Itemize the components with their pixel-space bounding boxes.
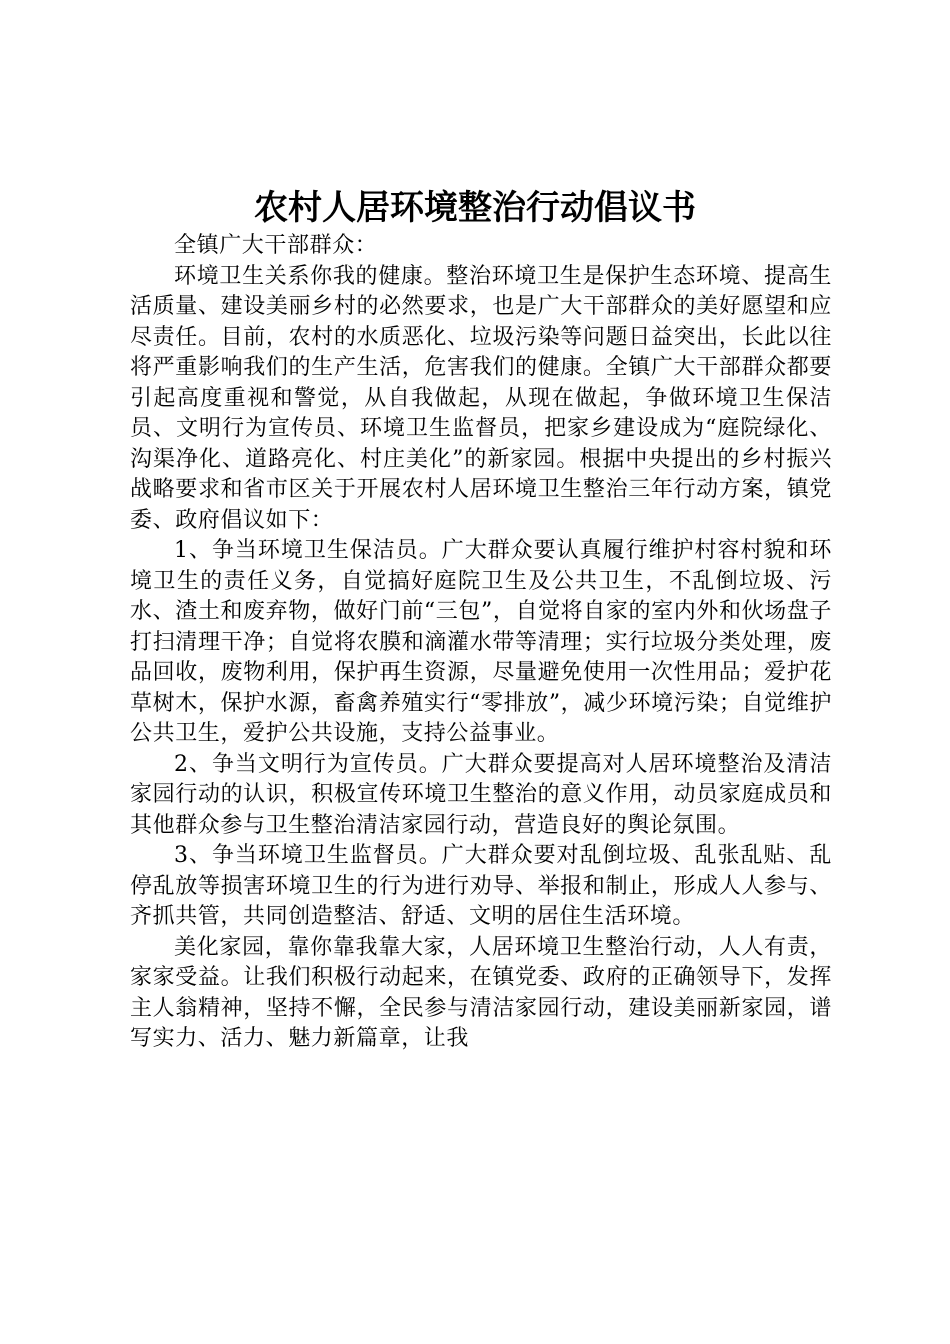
paragraph-item-1: 1、争当环境卫生保洁员。广大群众要认真履行维护村容村貌和环境卫生的责任义务，自觉搞好庭院卫生及公共卫生，不乱倒垃圾、污水、渣土和废弃物，做好门前“三包”，自觉将自家的室内外和伙场盘子打扫清理干净；自觉将农膜和滴灌水带等清理；实行垃圾分类处理，废品回收，废物利用，保护再生资源，尽量避免使用一次性用品；爱护花草树木，保护水源，畜禽养殖实行“零排放”，减少环境污染；自觉维护公共卫生，爱护公共设施，支持公益事业。	[130, 538, 832, 746]
paragraph-closing: 美化家园，靠你靠我靠大家，人居环境卫生整治行动，人人有责，家家受益。让我们积极行动起来，在镇党委、政府的正确领导下，发挥主人翁精神，坚持不懈，全民参与清洁家园行动，建设美丽新家园，谱写实力、活力、魅力新篇章，让我	[130, 934, 832, 1051]
paragraph-intro: 环境卫生关系你我的健康。整治环境卫生是保护生态环境、提高生活质量、建设美丽乡村的必然要求，也是广大干部群众的美好愿望和应尽责任。目前，农村的水质恶化、垃圾污染等问题日益突出，长此以往将严重影响我们的生产生活，危害我们的健康。全镇广大干部群众都要引起高度重视和警觉，从自我做起，从现在做起，争做环境卫生保洁员、文明行为宣传员、环境卫生监督员，把家乡建设成为“庭院绿化、沟渠净化、道路亮化、村庄美化”的新家园。根据中央提出的乡村振兴战略要求和省市区关于开展农村人居环境卫生整治三年行动方案，镇党委、政府倡议如下：	[130, 263, 832, 533]
document-body	[130, 231, 832, 1055]
paragraph-item-2: 2、争当文明行为宣传员。广大群众要提高对人居环境整治及清洁家园行动的认识，积极宣传环境卫生整治的意义作用，动员家庭成员和其他群众参与卫生整治清洁家园行动，营造良好的舆论氛围。	[130, 751, 832, 838]
document-title: 农村人居环境整治行动倡议书	[254, 188, 696, 228]
paragraph-item-3: 3、争当环境卫生监督员。广大群众要对乱倒垃圾、乱张乱贴、乱停乱放等损害环境卫生的行为进行劝导、举报和制止，形成人人参与、齐抓共管，共同创造整洁、舒适、文明的居住生活环境。	[130, 843, 832, 929]
salutation: 全镇广大干部群众：	[174, 233, 378, 258]
